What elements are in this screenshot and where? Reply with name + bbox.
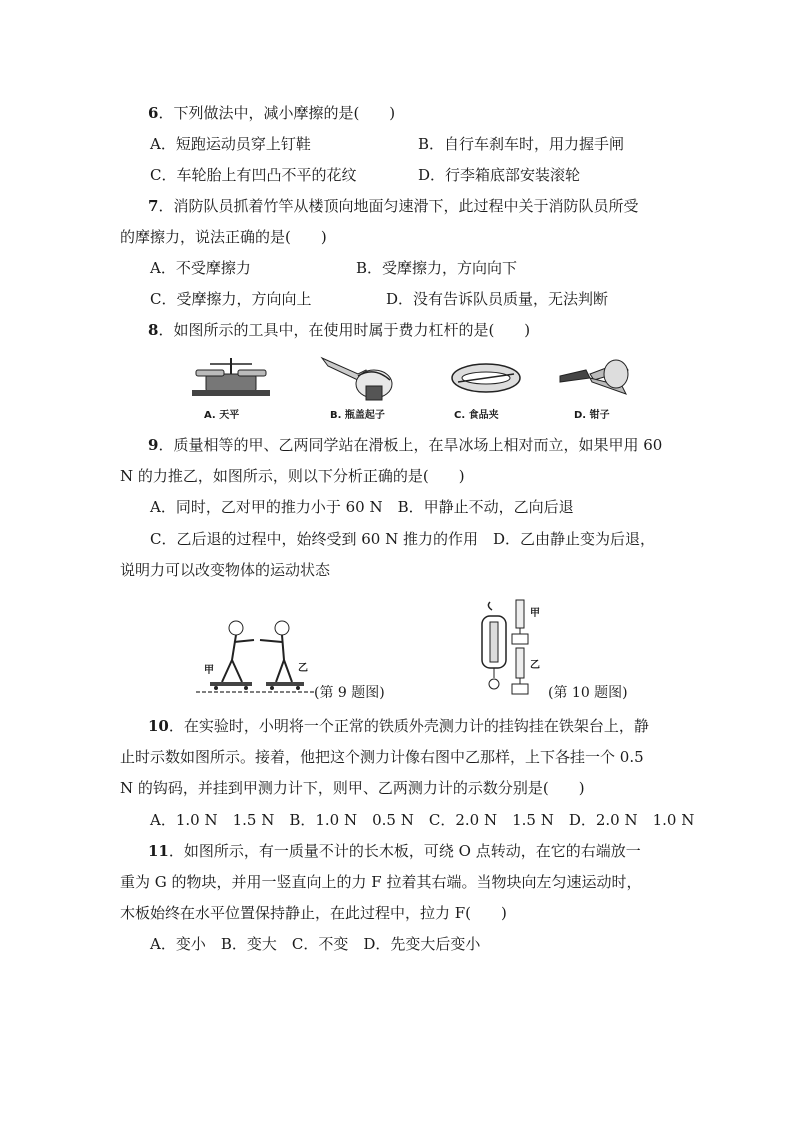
q6-stem: 6．下列做法中，减小摩擦的是( ) xyxy=(148,104,396,122)
q6-option-c: C．车轮胎上有凹凸不平的花纹 xyxy=(150,166,357,184)
spring-scales-figure xyxy=(478,598,558,698)
q8-figure-label-a: A. 天平 xyxy=(204,410,240,421)
q11-stem-line1: 11．如图所示，有一质量不计的长木板，可绕 O 点转动，在它的右端放一 xyxy=(148,842,641,860)
q10-options: A．1.0 N 1.5 N B．1.0 N 0.5 N C．2.0 N 1.5 N D．2.0 N 1.0 N xyxy=(150,811,695,829)
q10-figure-caption: (第 10 题图) xyxy=(548,685,628,701)
food-tongs-figure xyxy=(448,352,528,402)
q11-stem-line2: 重为 G 的物块，并用一竖直向上的力 F 拉着其右端。当物块向左匀速运动时， xyxy=(120,873,642,891)
q6-option-d: D．行李箱底部安装滚轮 xyxy=(418,166,581,184)
q7-option-d: D．没有告诉队员质量，无法判断 xyxy=(386,290,609,308)
q7-stem-line2: 的摩擦力，说法正确的是( ) xyxy=(120,228,327,246)
q9-options-line1: A．同时，乙对甲的推力小于 60 N B．甲静止不动，乙向后退 xyxy=(150,498,574,516)
q9-options-line2: C．乙后退的过程中，始终受到 60 N 推力的作用 D．乙由静止变为后退， xyxy=(150,530,656,548)
q7-option-a: A．不受摩擦力 xyxy=(150,259,251,277)
q7-stem-line1: 7．消防队员抓着竹竿从楼顶向地面匀速滑下，此过程中关于消防队员所受 xyxy=(148,197,639,215)
q11-options: A．变小 B．变大 C．不变 D．先变大后变小 xyxy=(150,935,481,953)
q10-number: 10 xyxy=(148,717,169,735)
q6-option-b: B．自行车刹车时，用力握手闸 xyxy=(418,135,625,153)
q7-number: 7 xyxy=(148,197,159,215)
q9-number: 9 xyxy=(148,436,159,454)
q8-figure-label-c: C. 食品夹 xyxy=(454,410,499,421)
q7-option-c: C．受摩擦力，方向向上 xyxy=(150,290,312,308)
q6-option-a: A．短跑运动员穿上钉鞋 xyxy=(150,135,311,153)
q7-option-b: B．受摩擦力，方向向下 xyxy=(356,259,518,277)
balance-scale-figure xyxy=(192,352,272,402)
q8-stem: 8．如图所示的工具中，在使用时属于费力杠杆的是( ) xyxy=(148,321,531,339)
q10-stem-line1: 10．在实验时，小明将一个正常的铁质外壳测力计的挂钩挂在铁架台上，静 xyxy=(148,717,649,735)
q10-stem-line3: N 的钩码，并挂到甲测力计下，则甲、乙两测力计的示数分别是( ) xyxy=(120,779,585,797)
q10-figure-label-yi: 乙 xyxy=(530,660,540,671)
q11-stem-line3: 木板始终在水平位置保持静止，在此过程中，拉力 F( ) xyxy=(120,904,507,922)
q9-stem-line1: 9．质量相等的甲、乙两同学站在滑板上，在旱冰场上相对而立，如果甲用 60 xyxy=(148,436,663,454)
q9-figure-label-jia: 甲 xyxy=(204,665,214,676)
q10-stem-line2: 止时示数如图所示。接着，他把这个测力计像右图中乙那样，上下各挂一个 0.5 xyxy=(120,748,644,766)
q10-figure-label-jia: 甲 xyxy=(530,608,540,619)
skateboard-push-figure xyxy=(196,618,316,698)
bottle-opener-figure xyxy=(318,352,398,402)
pliers-figure xyxy=(556,352,636,402)
q9-figure-label-yi: 乙 xyxy=(298,663,308,674)
q8-figure-label-b: B. 瓶盖起子 xyxy=(330,410,385,421)
q9-stem-line2: N 的力推乙，如图所示，则以下分析正确的是( ) xyxy=(120,467,465,485)
q6-number: 6 xyxy=(148,104,159,122)
q9-options-line3: 说明力可以改变物体的运动状态 xyxy=(120,561,331,579)
q8-figure-label-d: D. 钳子 xyxy=(574,410,610,421)
q8-number: 8 xyxy=(148,321,159,339)
q9-figure-caption: (第 9 题图) xyxy=(314,685,385,701)
q11-number: 11 xyxy=(148,842,169,860)
